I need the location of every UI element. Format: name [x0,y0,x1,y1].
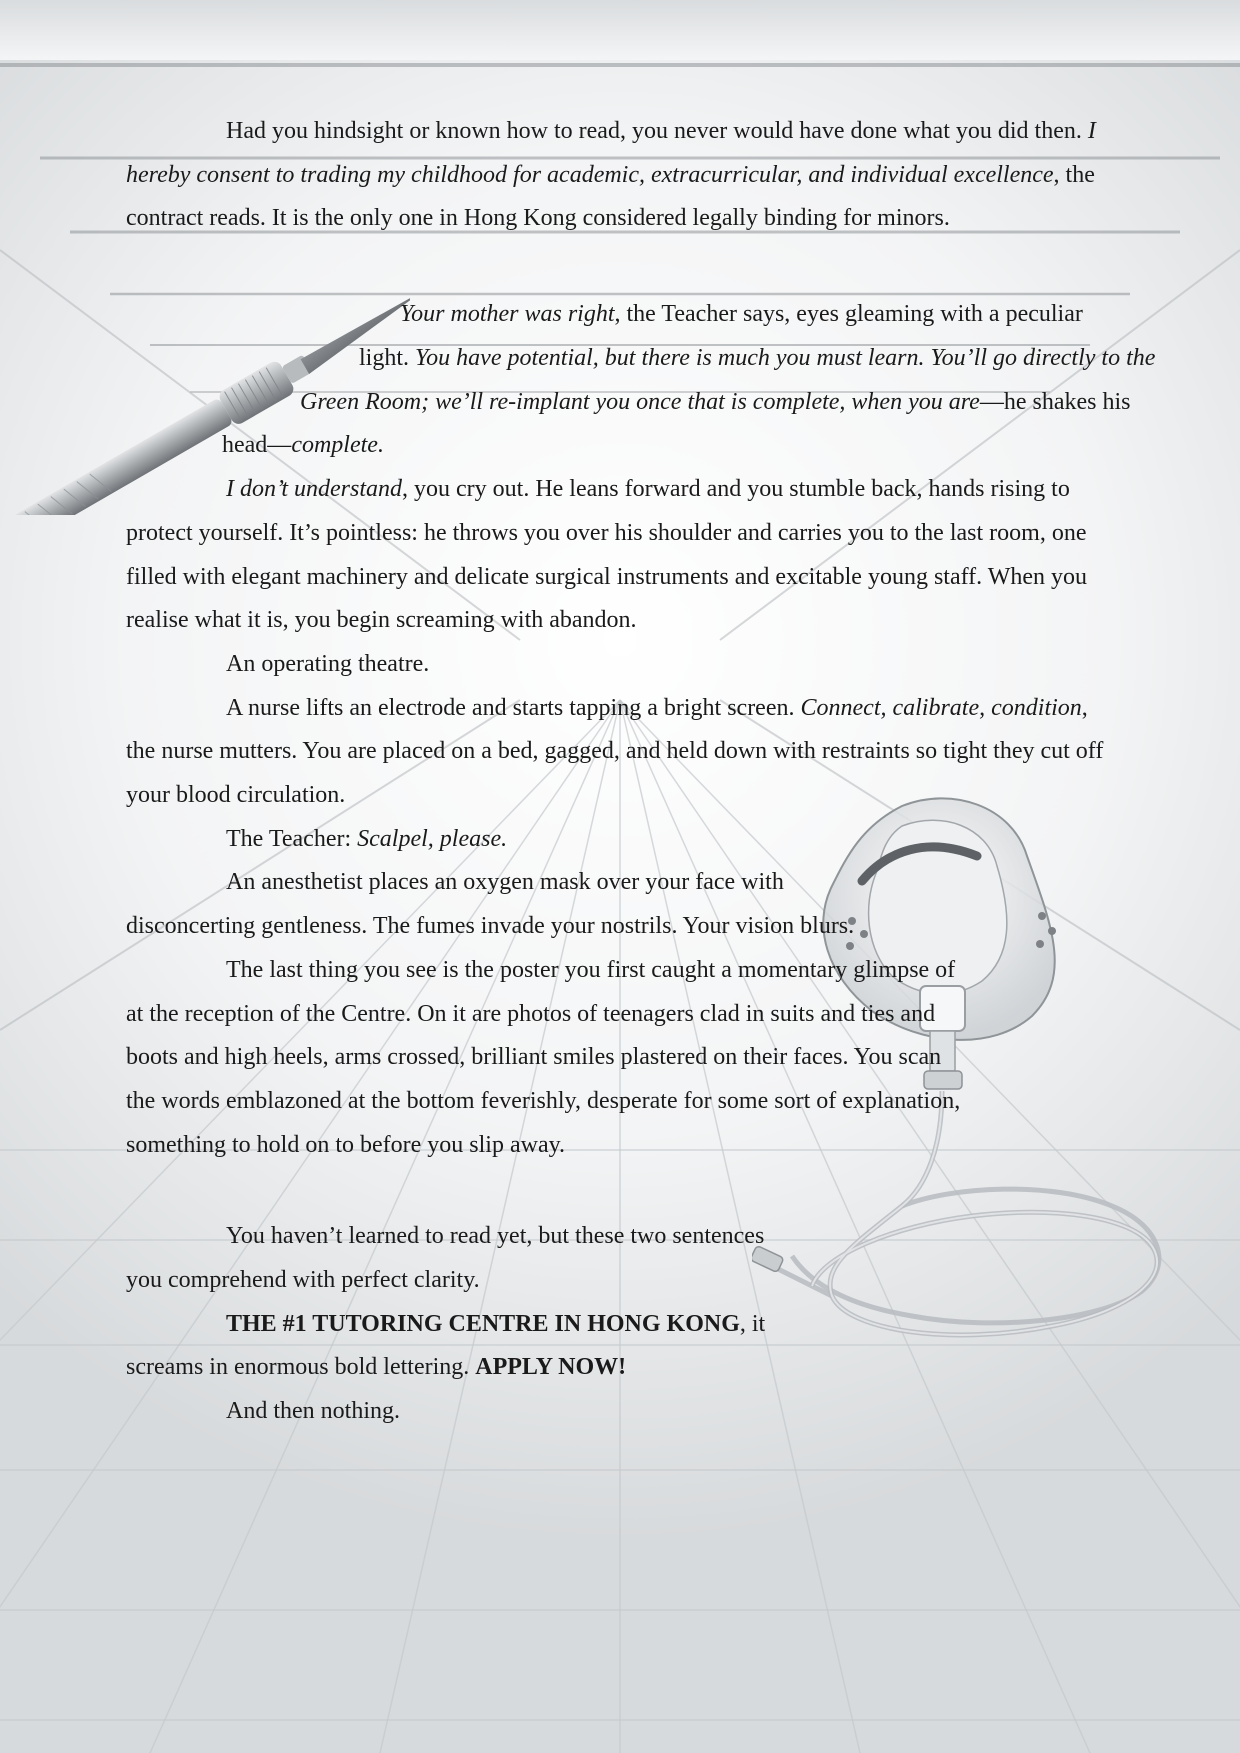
text-run: , it screams in enormous bold lettering. [126,1310,766,1381]
paragraph-ending: And then nothing. [226,1398,400,1425]
dialogue-quote: You have potential, but there is much you must learn. You’ll go directly to the [415,344,1156,371]
paragraph-theatre: An operating theatre. [226,650,430,677]
paragraph-contract [126,110,1116,241]
paragraph-scalpel [126,818,1116,862]
slogan-headline: THE #1 TUTORING CENTRE IN HONG KONG [226,1310,740,1337]
text-run: —he shakes his [979,388,1131,415]
text-run: , the Teacher says, eyes gleaming with a peculiar [614,301,1083,328]
contract-quote: I hereby consent to trading my childhood for academic, extracurricular, and individual excellence [126,118,1096,188]
story-text [126,110,1156,1434]
paragraph-comprehend: You haven’t learned to read yet, but these two sentences you comprehend with perfect clarity. [126,1223,765,1294]
text-run: , you cry out. He leans forward and you stumble back, hands rising to protect yourself. It’s pointless: he throws you over his shoulder and carries you to the last room, one filled with elegant machinery and delicate surgical instruments and excitable young staff. When you realise what it is, you begin screaming with abandon. [126,476,1088,634]
paragraph-slogan [126,1303,766,1390]
text-run: head— [222,432,292,459]
dialogue-quote: Green Room; we’ll re-implant you once that is complete, when you are [300,388,980,415]
text-run: , the nurse mutters. You are placed on a bed, gagged, and held down with restraints so tight they cut off your blood circulation. [126,694,1104,809]
paragraph-poster: The last thing you see is the poster you first caught a momentary glimpse of at the reception of the Centre. On it are photos of teenagers clad in suits and ties and boots and high heels, arms crossed, brilliant smiles plastered on their faces. You scan the words emblazoned at the bottom feverishly, desperate for some sort of explanation, something to hold on to before you slip away. [126,956,961,1158]
dialogue-line [359,337,1155,381]
dialogue-line [222,424,384,468]
text-run: light. [359,344,416,371]
dialogue-line [400,293,1083,337]
slogan-call-to-action: APPLY NOW! [475,1354,627,1381]
paragraph-anesthetist: An anesthetist places an oxygen mask over your face with disconcerting gentleness. The fumes invade your nostrils. Your vision blurs. [126,869,855,940]
text-run: Had you hindsight or known how to read, you never would have done what you did then. [226,118,1088,144]
dialogue-line [300,381,1130,425]
dialogue-block [126,293,1156,468]
paragraph-cry [126,468,1116,643]
text-run: A nurse lifts an electrode and starts tapping a bright screen. [226,694,801,721]
paragraph-nurse [126,687,1116,818]
text-run: The Teacher: [226,825,358,852]
dialogue-quote: I don’t understand [226,476,402,503]
section-gap [126,1167,1116,1215]
dialogue-quote: Your mother was right [400,301,615,328]
teacher-quote: Scalpel, please. [357,825,508,852]
nurse-quote: Connect, calibrate, condition [800,694,1082,721]
text-run: , the contract reads. It is the only one in Hong Kong considered legally binding for minors. [126,161,1095,232]
dialogue-quote: complete. [291,432,384,459]
section-gap [126,241,1116,289]
